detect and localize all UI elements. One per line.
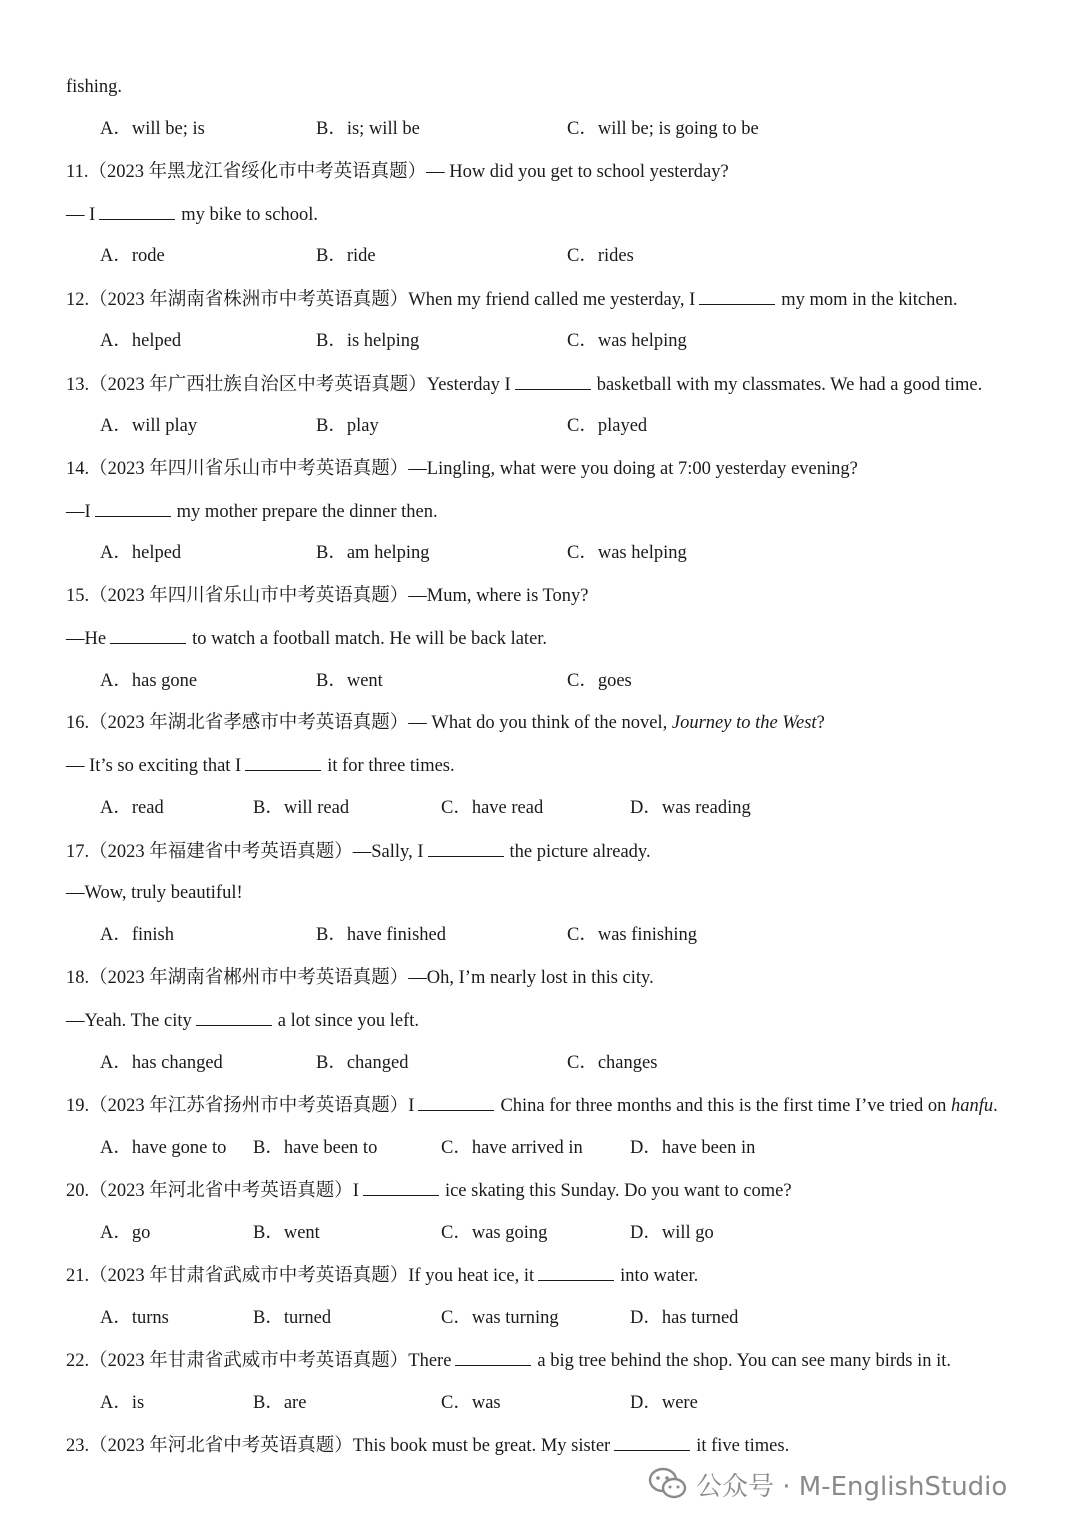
question-line	[66, 963, 654, 993]
question-text: I	[408, 1096, 415, 1116]
answer-option[interactable]: B．play	[316, 416, 379, 436]
question-line	[66, 1260, 698, 1290]
answer-option[interactable]: B．changed	[316, 1053, 409, 1073]
question-text: —Sally, I	[352, 842, 424, 862]
question-source: 14.（2023 年四川省乐山市中考英语真题）	[66, 459, 409, 479]
watermark-text: 公众号 · M-EnglishStudio	[696, 1471, 1008, 1502]
question-text: a big tree behind the shop. You can see many birds in it.	[537, 1351, 952, 1371]
question-source: 18.（2023 年湖南省郴州市中考英语真题）	[66, 968, 409, 988]
answer-option[interactable]: C．was	[441, 1393, 501, 1413]
answer-blank[interactable]	[428, 836, 504, 857]
question-text: China for three months and this is the first time I’ve tried on	[500, 1096, 952, 1116]
answer-blank[interactable]	[418, 1090, 494, 1111]
question-text: If you heat ice, it	[408, 1266, 535, 1286]
question-line	[66, 284, 957, 314]
question-line	[66, 836, 651, 866]
question-line	[66, 1005, 419, 1035]
answer-option[interactable]: A．rode	[100, 246, 165, 266]
question-line	[66, 1090, 998, 1120]
question-text: —He	[66, 629, 107, 649]
question-text: .	[993, 1096, 998, 1116]
question-line	[66, 1430, 789, 1460]
answer-option[interactable]: A．helped	[100, 331, 182, 351]
question-text: it five times.	[696, 1436, 790, 1456]
answer-blank[interactable]	[245, 750, 321, 771]
options-row	[100, 538, 1040, 568]
answer-option[interactable]: B．will read	[253, 798, 350, 818]
question-text: —Mum, where is Tony?	[408, 586, 589, 606]
answer-option[interactable]: D．was reading	[630, 798, 751, 818]
question-text: There	[408, 1351, 452, 1371]
question-text: it for three times.	[327, 756, 455, 776]
answer-option[interactable]: B．have been to	[253, 1138, 378, 1158]
options-row	[100, 1388, 1040, 1418]
answer-blank[interactable]	[95, 496, 171, 517]
question-line	[66, 581, 589, 611]
answer-option[interactable]: B．turned	[253, 1308, 332, 1328]
italic-title: hanfu	[951, 1096, 994, 1116]
question-text: my mom in the kitchen.	[781, 290, 958, 310]
question-text: —Oh, I’m nearly lost in this city.	[408, 968, 654, 988]
options-row	[100, 114, 1040, 144]
question-source: 19.（2023 年江苏省扬州市中考英语真题）	[66, 1096, 409, 1116]
answer-option[interactable]: A．has changed	[100, 1053, 223, 1073]
answer-option[interactable]: C．was helping	[567, 543, 687, 563]
options-row	[100, 920, 1040, 950]
question-text: ice skating this Sunday. Do you want to come?	[444, 1181, 792, 1201]
answer-option[interactable]: A．go	[100, 1223, 151, 1243]
answer-option[interactable]: B．ride	[316, 246, 376, 266]
answer-option[interactable]: C．rides	[567, 246, 634, 266]
question-text: — It’s so exciting that I	[66, 756, 242, 776]
answer-option[interactable]: B．is helping	[316, 331, 420, 351]
question-source: 11.（2023 年黑龙江省绥化市中考英语真题）	[66, 162, 427, 182]
answer-blank[interactable]	[538, 1260, 614, 1281]
answer-option[interactable]: C．have read	[441, 798, 544, 818]
question-text: basketball with my classmates. We had a good time.	[596, 375, 983, 395]
question-text: ?	[816, 713, 825, 733]
answer-option[interactable]: B．have finished	[316, 925, 446, 945]
italic-title: Journey to the West	[671, 713, 817, 733]
question-source: 23.（2023 年河北省中考英语真题）	[66, 1436, 353, 1456]
question-source: 13.（2023 年广西壮族自治区中考英语真题）	[66, 375, 427, 395]
question-text: This book must be great. My sister	[352, 1436, 611, 1456]
answer-option[interactable]: C．changes	[567, 1053, 658, 1073]
question-text: Yesterday I	[426, 375, 511, 395]
answer-option[interactable]: D．were	[630, 1393, 698, 1413]
answer-option[interactable]: A．will be; is	[100, 119, 205, 139]
answer-option[interactable]: B．are	[253, 1393, 307, 1413]
question-text: to watch a football match. He will be back later.	[192, 629, 548, 649]
options-row	[100, 666, 1040, 696]
options-row	[100, 241, 1040, 271]
answer-blank[interactable]	[614, 1430, 690, 1451]
question-text: my bike to school.	[181, 205, 318, 225]
watermark	[648, 1464, 1007, 1504]
question-text: — How did you get to school yesterday?	[426, 162, 729, 182]
answer-blank[interactable]	[363, 1175, 439, 1196]
options-row	[100, 1133, 1040, 1163]
question-text: fishing.	[66, 77, 123, 97]
question-line	[66, 708, 825, 738]
question-line	[66, 199, 318, 229]
answer-option[interactable]: A．turns	[100, 1308, 169, 1328]
options-row	[100, 793, 1040, 823]
answer-option[interactable]: C．was finishing	[567, 925, 698, 945]
question-source: 16.（2023 年湖北省孝感市中考英语真题）	[66, 713, 409, 733]
question-line	[66, 496, 438, 526]
answer-option[interactable]: D．have been in	[630, 1138, 756, 1158]
question-line	[66, 369, 982, 399]
answer-blank[interactable]	[110, 623, 186, 644]
question-text: — I	[66, 205, 96, 225]
answer-option[interactable]: C．was turning	[441, 1308, 559, 1328]
options-row	[100, 1048, 1040, 1078]
question-text: into water.	[620, 1266, 699, 1286]
answer-option[interactable]: B．went	[316, 671, 383, 691]
question-text: I	[352, 1181, 359, 1201]
answer-blank[interactable]	[699, 284, 775, 305]
question-line	[66, 623, 547, 653]
question-source: 22.（2023 年甘肃省武威市中考英语真题）	[66, 1351, 409, 1371]
question-source: 20.（2023 年河北省中考英语真题）	[66, 1181, 353, 1201]
question-source: 21.（2023 年甘肃省武威市中考英语真题）	[66, 1266, 409, 1286]
question-text: —I	[66, 502, 91, 522]
answer-option[interactable]: A．is	[100, 1393, 145, 1413]
question-line	[66, 72, 122, 102]
question-line	[66, 878, 243, 908]
answer-option[interactable]: A．finish	[100, 925, 175, 945]
question-text: —Lingling, what were you doing at 7:00 yesterday evening?	[408, 459, 858, 479]
question-text: the picture already.	[509, 842, 651, 862]
answer-option[interactable]: A．read	[100, 798, 164, 818]
options-row	[100, 326, 1040, 356]
question-text: When my friend called me yesterday, I	[408, 290, 696, 310]
answer-option[interactable]: A．will play	[100, 416, 198, 436]
question-text: —Wow, truly beautiful!	[66, 883, 243, 903]
answer-blank[interactable]	[455, 1345, 531, 1366]
options-row	[100, 1303, 1040, 1333]
question-source: 15.（2023 年四川省乐山市中考英语真题）	[66, 586, 409, 606]
question-line	[66, 157, 729, 187]
answer-option[interactable]: B．is; will be	[316, 119, 420, 139]
options-row	[100, 411, 1040, 441]
answer-option[interactable]: A．have gone to	[100, 1138, 227, 1158]
answer-option[interactable]: C．will be; is going to be	[567, 119, 759, 139]
question-source: 12.（2023 年湖南省株洲市中考英语真题）	[66, 290, 409, 310]
answer-option[interactable]: A．helped	[100, 543, 182, 563]
wechat-icon	[648, 1467, 688, 1501]
question-line	[66, 750, 455, 780]
question-text: my mother prepare the dinner then.	[176, 502, 438, 522]
answer-blank[interactable]	[99, 199, 175, 220]
answer-option[interactable]: C．played	[567, 416, 648, 436]
answer-option[interactable]: C．was going	[441, 1223, 548, 1243]
answer-option[interactable]: B．am helping	[316, 543, 430, 563]
question-text: a lot since you left.	[277, 1011, 420, 1031]
question-source: 17.（2023 年福建省中考英语真题）	[66, 842, 353, 862]
answer-option[interactable]: C．was helping	[567, 331, 687, 351]
question-text: — What do you think of the novel,	[408, 713, 672, 733]
question-line	[66, 1175, 792, 1205]
question-line	[66, 1345, 951, 1375]
answer-option[interactable]: C．goes	[567, 671, 632, 691]
answer-blank[interactable]	[515, 369, 591, 390]
options-row	[100, 1218, 1040, 1248]
answer-option[interactable]: A．has gone	[100, 671, 198, 691]
answer-option[interactable]: B．went	[253, 1223, 320, 1243]
answer-option[interactable]: C．have arrived in	[441, 1138, 583, 1158]
answer-blank[interactable]	[196, 1005, 272, 1026]
question-line	[66, 454, 858, 484]
answer-option[interactable]: D．has turned	[630, 1308, 739, 1328]
question-text: —Yeah. The city	[66, 1011, 192, 1031]
answer-option[interactable]: D．will go	[630, 1223, 714, 1243]
